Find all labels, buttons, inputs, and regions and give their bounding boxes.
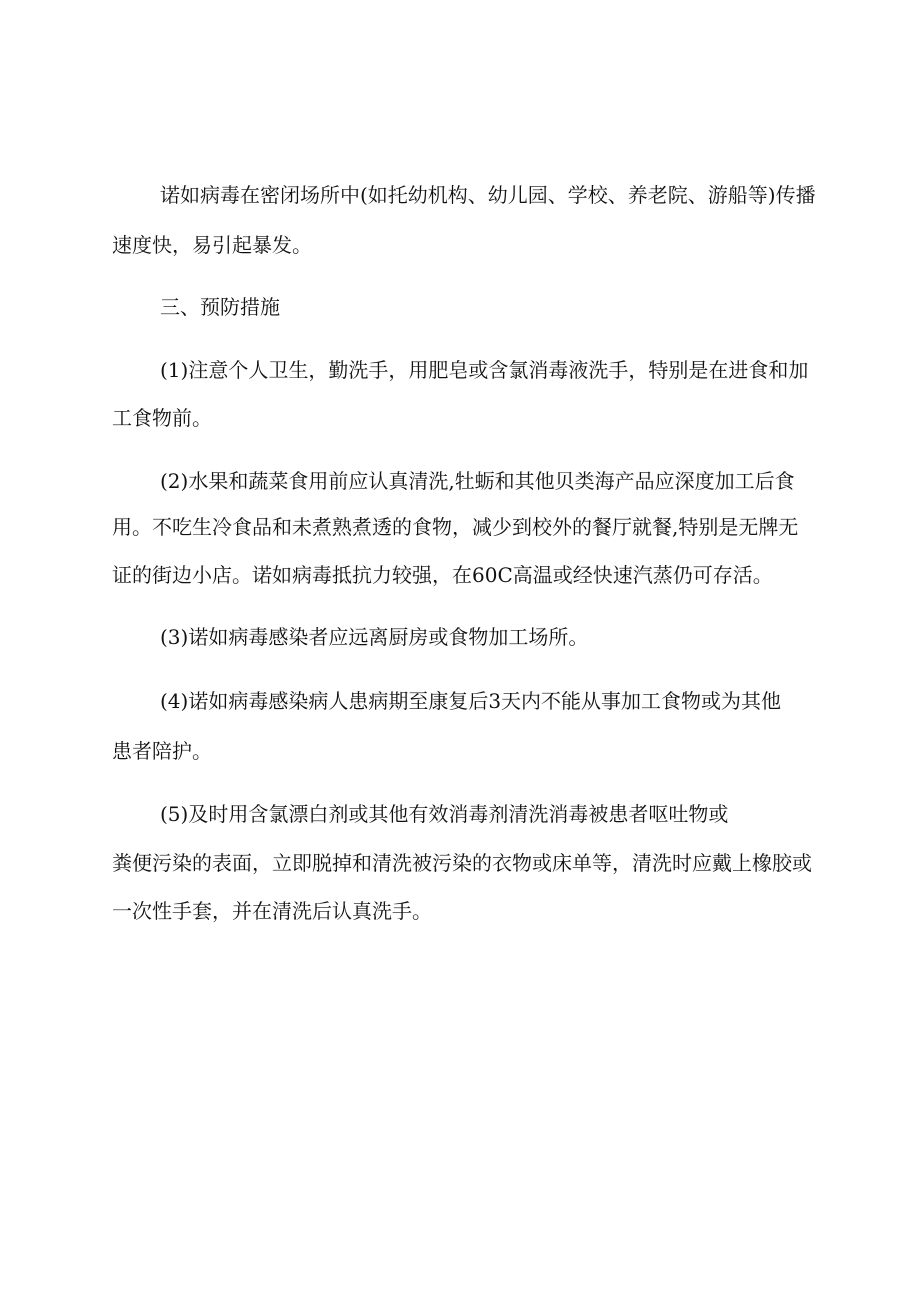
measure-4-line-2: 患者陪护。 — [112, 739, 212, 763]
measure-2-line-2: 用。不吃生冷食品和未煮熟煮透的食物，减少到校外的餐厅就餐,特别是无牌无 — [112, 515, 799, 539]
measure-5-line-3: 一次性手套，并在清洗后认真洗手。 — [112, 899, 432, 923]
section-heading: 三、预防措施 — [160, 295, 280, 319]
paragraph-intro-line-1: 诺如病毒在密闭场所中(如托幼机构、幼儿园、学校、养老院、游船等)传播 — [160, 183, 816, 207]
measure-5-line-2: 粪便污染的表面，立即脱掉和清洗被污染的衣物或床单等，清洗时应戴上橡胶或 — [112, 851, 812, 875]
measure-1-line-1: (1)注意个人卫生，勤洗手，用肥皂或含氯消毒液洗手，特别是在进食和加 — [160, 358, 809, 382]
measure-4-line-1: (4)诺如病毒感染病人患病期至康复后3天内不能从事加工食物或为其他 — [160, 689, 782, 713]
measure-2-line-3: 证的街边小店。诺如病毒抵抗力较强，在60C高温或经快速汽蒸仍可存活。 — [112, 563, 773, 587]
measure-2-line-1: (2)水果和蔬菜食用前应认真清洗,牡蛎和其他贝类海产品应深度加工后食 — [160, 469, 795, 493]
measure-3-line-1: (3)诺如病毒感染者应远离厨房或食物加工场所。 — [160, 625, 589, 649]
measure-5-line-1: (5)及时用含氯漂白剂或其他有效消毒剂清洗消毒被患者呕吐物或 — [160, 802, 729, 826]
measure-1-line-2: 工食物前。 — [112, 406, 212, 430]
paragraph-intro-line-2: 速度快，易引起暴发。 — [112, 233, 312, 257]
